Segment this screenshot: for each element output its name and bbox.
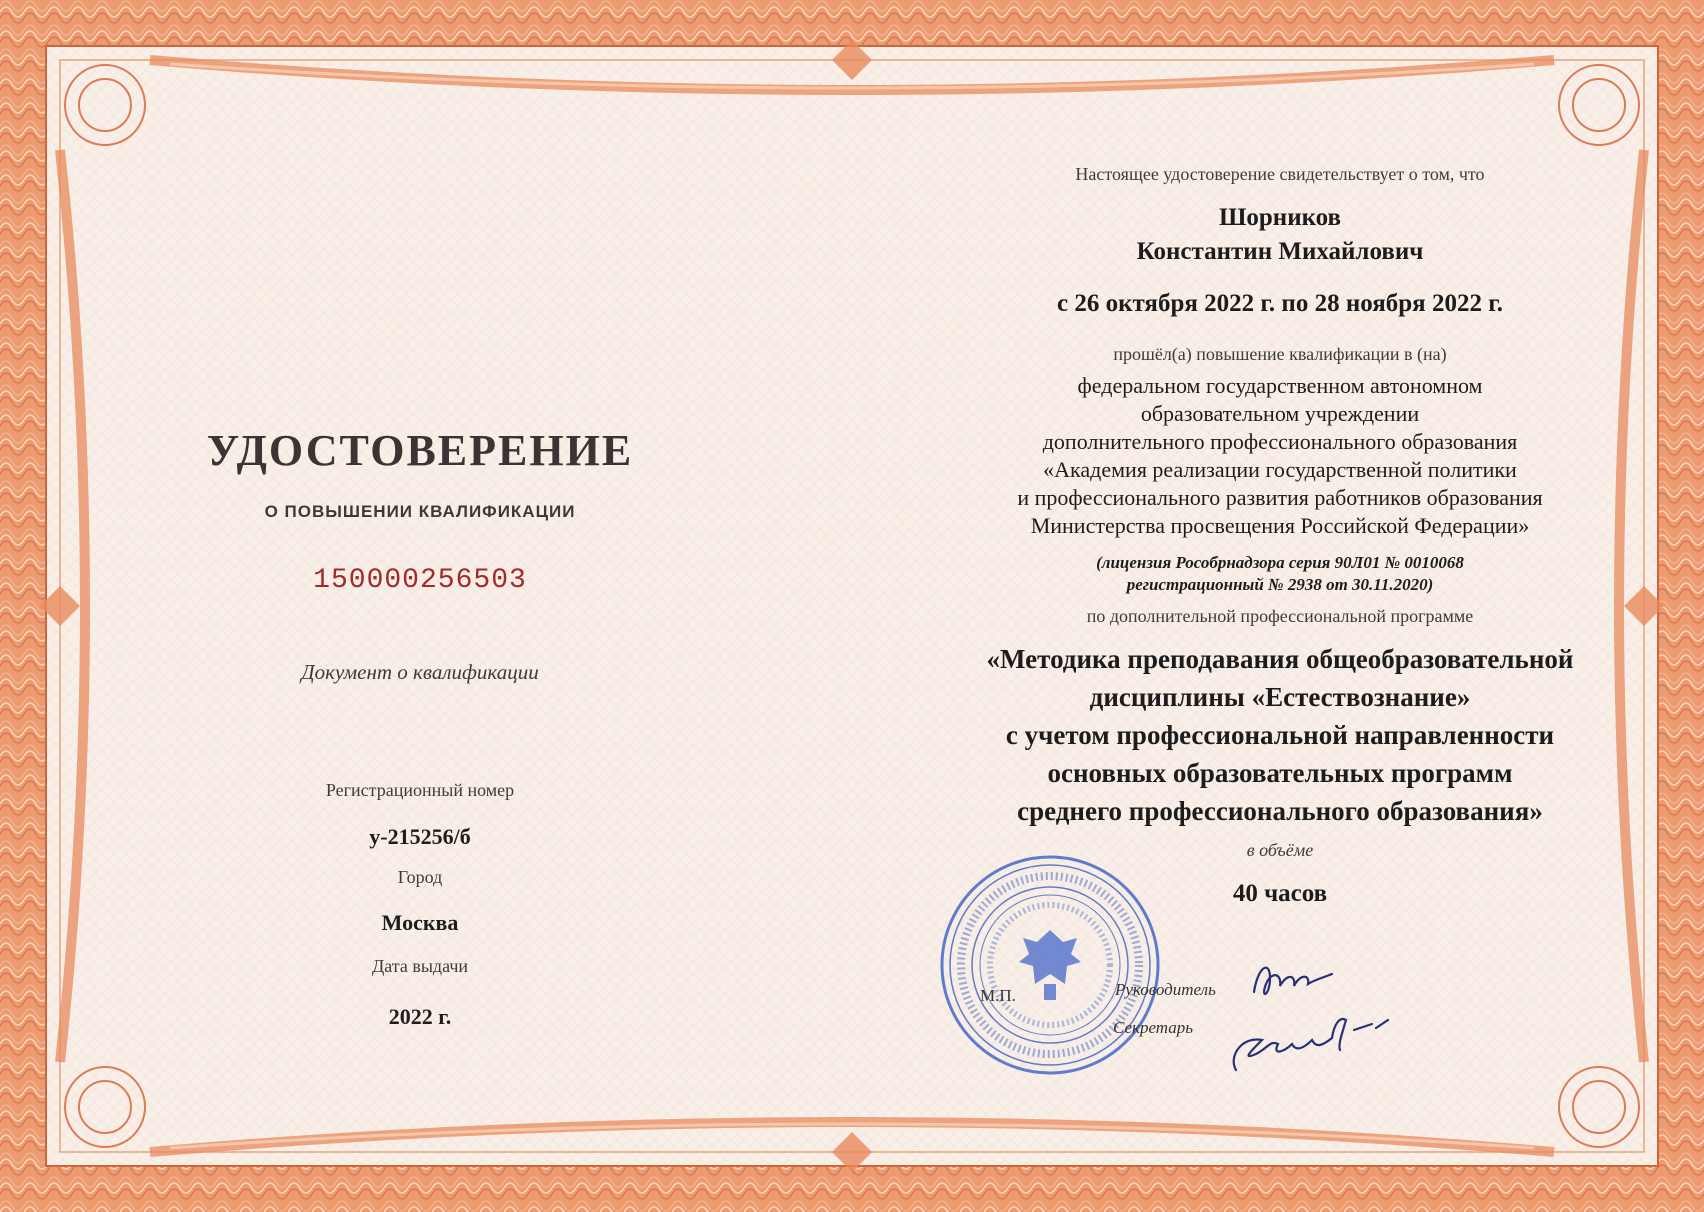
- organization-line: федеральном государственном автономном: [1077, 373, 1483, 398]
- registration-number: у-215256/б: [369, 824, 471, 849]
- volume-label: в объёме: [1246, 840, 1314, 860]
- organization-line: Министерства просвещения Российской Федерации»: [1030, 513, 1530, 538]
- organization-line: и профессионального развития работников образования: [1017, 485, 1543, 510]
- serial-number: 150000256503: [313, 565, 527, 596]
- program-title-line: основных образовательных программ: [1047, 758, 1513, 788]
- program-title-line: дисциплины «Естествознание»: [1089, 682, 1471, 712]
- volume-value: 40 часов: [1232, 880, 1328, 907]
- license-line: (лицензия Рособрнадзора серия 90Л01 № 0010068: [1096, 553, 1464, 572]
- passed-text: прошёл(а) повышение квалификации в (на): [1113, 344, 1447, 364]
- program-title-line: с учетом профессиональной направленности: [1005, 720, 1555, 750]
- holder-surname: Шорников: [1218, 204, 1342, 231]
- organization-line: образовательном учреждении: [1140, 401, 1420, 426]
- document-type: Документ о квалификации: [301, 660, 539, 684]
- organization-line: «Академия реализации государственной политики: [1043, 457, 1517, 482]
- secretary-label: Секретарь: [1113, 1018, 1193, 1037]
- stamp-place-label: М.П.: [980, 986, 1016, 1005]
- intro-text: Настоящее удостоверение свидетельствует о том, что: [1075, 164, 1485, 184]
- program-intro: по дополнительной профессиональной программе: [1086, 606, 1474, 626]
- license-block: [920, 552, 1640, 596]
- program-title-block: [920, 640, 1640, 830]
- program-title-line: среднего профессионального образования»: [1017, 796, 1543, 826]
- issue-date-value: 2022 г.: [388, 1004, 452, 1029]
- official-stamp-seal: [935, 850, 1165, 1080]
- organization-block: [920, 372, 1640, 540]
- training-period: с 26 октября 2022 г. по 28 ноября 2022 г.: [1056, 290, 1503, 317]
- document-title: УДОСТОВЕРЕНИЕ: [206, 426, 634, 475]
- secretary-signature: [1222, 1000, 1392, 1080]
- city-value: Москва: [381, 910, 459, 935]
- city-label: Город: [397, 867, 443, 887]
- organization-line: дополнительного профессионального образования: [1042, 429, 1518, 454]
- head-label: Руководитель: [1115, 980, 1216, 999]
- holder-given-names: Константин Михайлович: [1136, 238, 1424, 265]
- eagle-emblem-icon: [1019, 930, 1081, 1000]
- registration-label: Регистрационный номер: [325, 780, 515, 800]
- license-line: регистрационный № 2938 от 30.11.2020): [1126, 575, 1434, 594]
- issue-date-label: Дата выдачи: [371, 956, 469, 976]
- document-subtitle: О ПОВЫШЕНИИ КВАЛИФИКАЦИИ: [264, 502, 576, 521]
- head-signature: [1248, 956, 1338, 1006]
- program-title-line: «Методика преподавания общеобразовательной: [986, 644, 1574, 674]
